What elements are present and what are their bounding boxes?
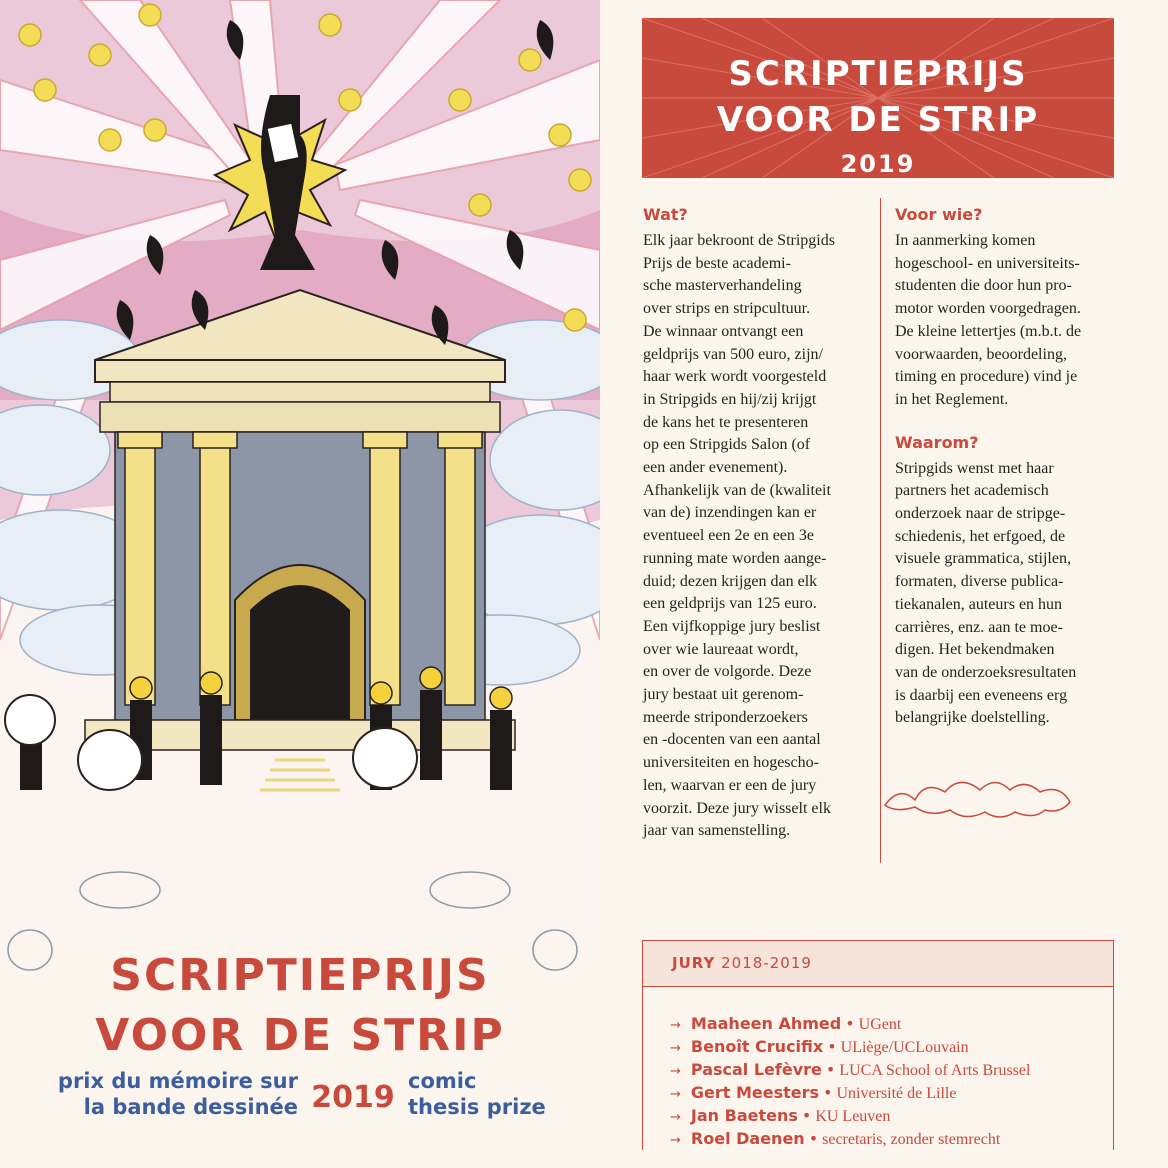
- jury-member-affiliation: KU Leuven: [815, 1108, 891, 1125]
- jury-border-left: [642, 987, 643, 1150]
- column-left: [643, 204, 871, 843]
- poster-subtitle-english-line2: thesis prize: [408, 1095, 546, 1119]
- column-right: [895, 204, 1123, 730]
- arrow-right-icon: →: [670, 1018, 681, 1033]
- poster-subtitle-french-line1: prix du mémoire sur: [57, 1069, 298, 1093]
- jury-heading: [672, 954, 812, 972]
- poster-title-line2: VOOR DE STRIP: [95, 1010, 505, 1061]
- section-text-wat: Elk jaar bekroont de Stripgids Prijs de beste academi- sche masterverhandeling over strips en stripcultuur. De winnaar ontvangt een geldprijs van 500 euro, zijn/ haar werk wordt voorgesteld in Stripgids en hij/zij krijgt de kans het te presenteren op een Stripgids Salon (of een ander evenement). Afhankelijk van de (kwaliteit van de) inzendingen kan er eventueel een 2e en een 3e running mate worden aange- duid; dezen krijgen dan elk een geldprijs van 125 euro. Een vijfkoppige jury beslist over wie laureaat wordt, en over de volgorde. Deze jury bestaat uit gerenom- meerde striponderzoekers en -docenten van een aantal universiteiten en hogescho- len, waarvan er een de jury voorzit. Deze jury wisselt elk jaar van samenstelling.: [643, 232, 835, 840]
- poster-title-line1: SCRIPTIEPRIJS: [110, 950, 490, 1001]
- banner-year: 2019: [840, 150, 916, 178]
- section-heading-waarom: Waarom?: [895, 432, 979, 452]
- poster-subtitle-french: [48, 1068, 298, 1120]
- title-banner: [642, 18, 1114, 178]
- jury-member-affiliation: LUCA School of Arts Brussel: [839, 1062, 1031, 1079]
- jury-member-name: Gert Meesters: [690, 1083, 820, 1102]
- banner-title-line2: VOOR DE STRIP: [716, 100, 1040, 140]
- jury-member: → Maaheen Ahmed • UGent: [670, 1014, 902, 1033]
- arrow-right-icon: →: [670, 1087, 681, 1102]
- jury-member-affiliation: secretaris, zonder stemrecht: [822, 1131, 1001, 1148]
- cloud-doodle: [880, 765, 1120, 825]
- poster-subtitle-english: [408, 1068, 578, 1120]
- jury-heading-label: JURY: [672, 954, 716, 972]
- section-text-waarom: Stripgids wenst met haar partners het academisch onderzoek naar de stripge- schiedenis, het erfgoed, de visuele grammatica, stijlen, formaten, diverse publica- tiekanalen, auteurs en hun carrières, enz. aan te moe- digen. Het bekendmaken van de onderzoeksresultaten is daarbij een eveneens erg belangrijke doelstelling.: [895, 459, 1077, 727]
- jury-member-affiliation: UGent: [858, 1016, 902, 1033]
- column-divider: [880, 198, 881, 863]
- section-heading-voor-wie: Voor wie?: [895, 205, 983, 224]
- jury-member: → Pascal Lefèvre • LUCA School of Arts Brussel: [670, 1060, 1031, 1079]
- poster-year: 2019: [311, 1080, 395, 1115]
- section-text-voor-wie: In aanmerking komen hogeschool- en universiteits- studenten die door hun pro- motor worden voorgedragen. De kleine lettertjes (m.b.t. de voorwaarden, beoordeling, timing en procedure) vind je in het Reglement.: [895, 232, 1082, 408]
- arrow-right-icon: →: [670, 1041, 681, 1056]
- jury-member-affiliation: ULiège/UCLouvain: [840, 1039, 969, 1056]
- jury-member: → Roel Daenen • secretaris, zonder stemrecht: [670, 1129, 1001, 1148]
- jury-member-name: Jan Baetens: [690, 1106, 798, 1125]
- jury-heading-years: 2018-2019: [721, 954, 812, 972]
- arrow-right-icon: →: [670, 1133, 681, 1148]
- jury-box: [642, 940, 1114, 1150]
- jury-member: → Benoît Crucifix • ULiège/UCLouvain: [670, 1037, 969, 1056]
- arrow-right-icon: →: [670, 1110, 681, 1125]
- jury-border-right: [1113, 987, 1114, 1150]
- section-heading-wat: Wat?: [643, 205, 688, 224]
- jury-list: [670, 1014, 1110, 1152]
- jury-member-name: Roel Daenen: [690, 1129, 805, 1148]
- poster-subtitle-english-line1: comic: [408, 1069, 477, 1093]
- jury-member-affiliation: Université de Lille: [836, 1085, 957, 1102]
- jury-member-name: Maaheen Ahmed: [690, 1014, 842, 1033]
- jury-member: → Gert Meesters • Université de Lille: [670, 1083, 957, 1102]
- jury-member-name: Pascal Lefèvre: [690, 1060, 822, 1079]
- jury-member-name: Benoît Crucifix: [690, 1037, 824, 1056]
- poster-subtitle-french-line2: la bande dessinée: [83, 1095, 298, 1119]
- arrow-right-icon: →: [670, 1064, 681, 1079]
- banner-title-line1: SCRIPTIEPRIJS: [728, 54, 1028, 94]
- jury-member: → Jan Baetens • KU Leuven: [670, 1106, 891, 1125]
